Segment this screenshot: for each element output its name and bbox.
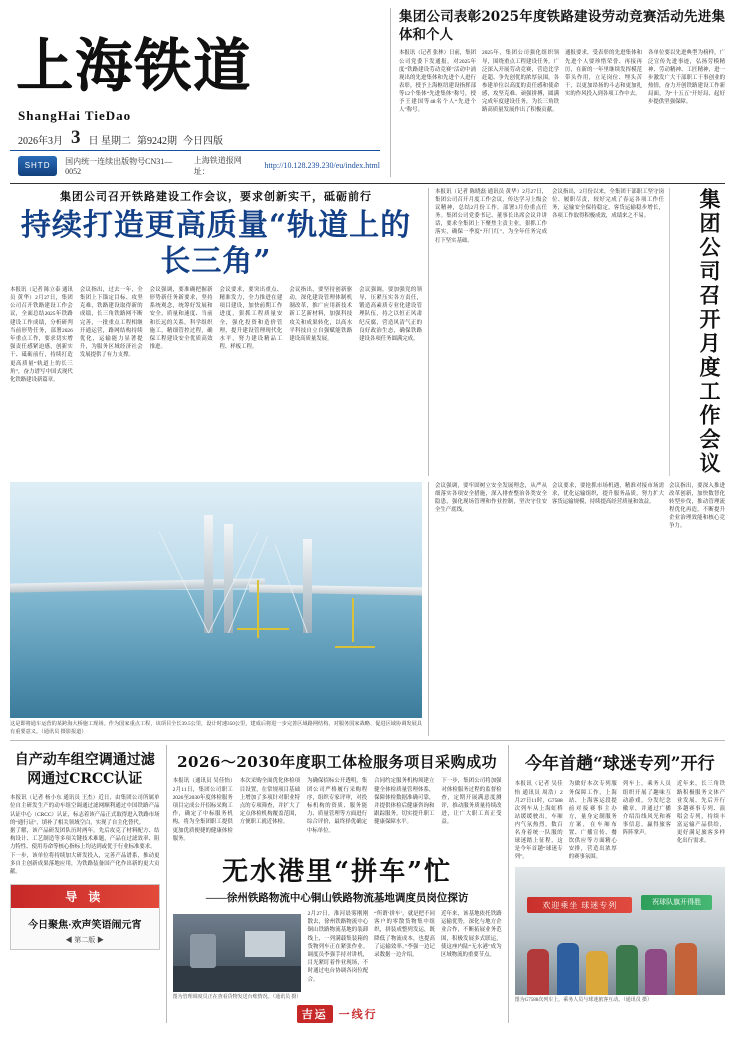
middle-photo-screen: [245, 931, 285, 957]
jiyun-badge: 吉运: [297, 1005, 333, 1023]
lead-col-3: 会议强调，要准确把握新形势新任务新要求，坚持系统观念，统筹好发展和安全、质量和速度、当前和长远的关系，科学组织施工，精细管控过程，确保工程建设安全优质高效推进。: [149, 286, 213, 351]
jiyun-footer: [173, 1005, 502, 1023]
dateline-day: 3: [71, 126, 81, 148]
registration-number: 国内统一连续出版物号CN31—0052: [65, 156, 173, 176]
rail-continuation: [428, 482, 725, 737]
photo-crane-jib: [237, 628, 289, 630]
photo-pylon-1: [204, 515, 213, 633]
middle-col-2: 本次采购全面优化体检项目设置，在常规项目基础上增加了多项针对职业特点的专项筛查，并扩大了定点体检机构覆盖范围，方便职工就近体检。: [239, 778, 300, 826]
newspaper-title: 上海铁道: [16, 32, 252, 99]
photo-sky: [10, 482, 422, 591]
right-rail-article: [428, 188, 725, 476]
dateline-issue: 第9242期: [137, 135, 177, 147]
bottom-left-article: [10, 745, 160, 1023]
lead-col-2: 会议指出，过去一年，全集团上下锚定目标、攻坚克难，铁路建设取得新的成绩，长三角铁路网不断完善，一批重点工程相继开通运营，路网结构持续优化，运输能力显著提升，为服务区域经济社会发展提供了有力支撑。: [79, 286, 143, 359]
bottom-section: [10, 745, 725, 1023]
middle-col-1: 本报讯（通讯员 吴佳怡）2月11日，集团公司职工2026至2030年度体检服务项目完成公开招标采购工作，确定了中标服务机构，将为全集团职工提供更加优质便捷的健康体检服务。: [172, 778, 233, 842]
website-url[interactable]: http://10.128.239.230/eu/index.html: [264, 161, 380, 171]
bottom-right-headline: 今年首趟“球迷专列”开行: [525, 754, 715, 775]
fan-train-photo: [515, 867, 725, 995]
rail-col-1: 本报讯（记者 陈晓磊 通讯员 黄华）2月27日，集团公司召开月度工作会议，传达学习上级会议精神，总结2月份工作，部署3月份重点任务。集团公司党委书记、董事长出席会议并讲话，要求全集团上下聚焦主责主业，狠抓工作落实，确保一季度“开门红”，为全年任务完成打下坚实基础。: [435, 188, 547, 244]
top-right-col-1: 本报讯（记者 张林）日前，集团公司党委下发通报，对2025年度“铁路建设劳动竞赛”活动中涌现出的先进集体和先进个人进行表彰，授予上海枢纽建设指挥部等12个集体“先进集体”称号，授予王建国等48名个人“先进个人”称号。: [399, 50, 476, 114]
rail-col-2: 会议指出，2月份以来，全集团干部职工坚守岗位、履职尽责，较好完成了春运各项工作任务，运输安全保持稳定，客货运输稳步增长，各项工作取得积极成效，成绩来之不易。: [552, 188, 664, 220]
lead-headline: 持续打造更高质量“轨道上的长三角”: [20, 207, 412, 279]
bottom-left-para-2: 据了解，该产品研发团队历时两年，先后攻克了材料配方、结构设计、工艺制造等多项关键技术难题，产品在过滤效率、阻力特性、使用寿命等核心指标上均达到或优于行业标准要求。: [10, 828, 160, 851]
top-right-article: [390, 8, 725, 177]
photo-person-4: [616, 945, 638, 995]
photo-sea: [10, 590, 422, 717]
jiyun-label: 一线行: [338, 1009, 378, 1022]
photo-pylon-2: [224, 524, 233, 633]
green-banner: 祝球队旗开得胜: [641, 895, 713, 910]
newspaper-pinyin: ShangHai TieDao: [18, 107, 132, 123]
daodu-header: 导 读: [11, 885, 159, 908]
main-photo-block: [10, 482, 422, 737]
lead-col-5: 会议指出，要坚持创新驱动，深化建设管理体制机制改革，推广应用新技术新工艺新材料，加强科技攻关和成果转化，以高水平科技自立自强赋能铁路建设高质量发展。: [289, 286, 353, 343]
bottom-right-article: [508, 745, 725, 1023]
middle-feature-headline: 无水港里“拼车”忙: [222, 857, 453, 888]
rail-col-4: 会议要求，要抢抓市场机遇，精准对接市场需求，优化运输组织，提升服务品质，努力扩大客货运输规模，持续提高经营质量和效益。: [552, 482, 664, 506]
top-right-col-3: 通报要求，受表彰的先进集体和先进个人要珍惜荣誉、再接再厉，在新的一年里继续发挥模范带头作用，立足岗位、埋头苦干，以更加昂扬的斗志和更加扎实的作风投入到各项工作中去。: [565, 50, 642, 97]
top-right-col-2: 2025年，集团公司强化组织领导，围绕重点工程建设任务，广泛深入开展劳动竞赛，营造比学赶超、争先创优的浓厚氛围，各参建单位以高度的责任感和使命感，攻坚克难、顽强拼搏，圆满完成年度建设任务，为长三角铁路高质量发展作出了积极贡献。: [482, 50, 559, 114]
photo-person-2: [557, 943, 579, 995]
daodu-page-ref[interactable]: ◀ 第二版 ▶: [65, 936, 105, 945]
divider-1: [166, 745, 167, 1023]
bottom-left-para-1: 本报讯（记者 杨小东 通讯员 王杰）近日，由集团公司所属单位自主研发生产的动车组空调通过滤网顺利通过中国铁路产品认证中心（CRCC）认证，标志着该产品正式取得进入铁路市场的“通行证”，填补了相关领域空白，实现了自主化替代。: [10, 795, 160, 826]
photo-person-6: [675, 943, 697, 995]
bottom-left-para-3: 下一步，该单位将持续加大研发投入，完善产品谱系，推动更多自主创新成果落地应用，为铁路装备国产化作出新的更大贡献。: [10, 852, 160, 876]
lead-col-6: 会议强调，要加强党的领导，压紧压实各方责任，锻造高素质专业化建设管理队伍，持之以恒正风肃纪反腐，营造风清气正的良好政治生态，确保铁路建设各项任务圆满完成。: [359, 286, 422, 343]
photo-person-1: [527, 949, 549, 995]
lead-article: [10, 188, 422, 476]
rail-col-5: 会议指出，要深入推进改革创新，加快数智化转型步伐，推动管理流程优化再造，不断提升企业治理效能和核心竞争力。: [669, 482, 725, 530]
masthead-divider: [10, 183, 725, 184]
masthead: [10, 8, 725, 177]
bottom-right-photo-caption: 图为G7588次列车上，乘务人员与球迷旅客互动。（通讯员 摄）: [514, 997, 652, 1003]
masthead-left: [10, 8, 380, 177]
bottom-left-headline: 自产动车组空调通过滤网通过CRCC认证: [14, 752, 155, 788]
photo-crane-mast-2: [352, 598, 354, 642]
bridge-photo: [10, 482, 422, 718]
dateline: [10, 128, 380, 151]
middle-body-col-2: “所谓‘拼车’，就是把不同客户的零散货物集中组织，拼装成整列发运，既降低了物流成本，也提高了运输效率。”李强一边记录数据一边介绍。: [374, 911, 435, 959]
middle-photo-caption: 图为管理调度员正在查看货物发送台账情况。（通讯员 摄）: [172, 995, 302, 1001]
bottom-right-col-4: 近年来，长三角铁路积极服务文体产业发展，先后开行多趟赛事专列、演唱会专列，持续丰富运输产品供给，更好满足旅客多样化出行需求。: [676, 781, 725, 845]
bottom-right-col-3: 列车上，乘务人员组织开展了趣味互动游戏，分发纪念徽章，并通过广播介绍沿线风光和赛事信息，赢得旅客阵阵掌声。: [622, 781, 671, 837]
rail-col-3: 会议强调，要牢固树立安全发展理念，从严从细落实各项安全措施，深入排查整治各类安全隐患，强化现场管理和作业控制，坚决守住安全生产底线。: [435, 482, 547, 514]
railway-logo-icon: SHTD: [18, 156, 57, 176]
photo-section: [10, 482, 725, 737]
masthead-subinfo: [10, 155, 380, 177]
rail-vertical-headline: 集团公司召开月度工作会议: [669, 188, 725, 476]
middle-body-col-1: 2月27日，淮河晨雾刚刚散去，徐州铁路物流中心铜山铁路物流基地的装卸线上，一列满载集装箱的货物列车正在紧张作业。调度员李强手持对讲机，目光紧盯着作业现场，不时通过电台协调各岗位配合。: [307, 911, 369, 983]
middle-photo: [173, 914, 301, 992]
bottom-right-col-2: 为做好本次专列服务保障工作，上海站、上海客运段提前对接赛事主办方，量身定制服务方案，在车厢布置、广播宣传、餐饮供应等方面精心安排，营造出浓厚的赛事氛围。: [568, 781, 617, 861]
middle-headline: 2026～2030年度职工体检服务项目采购成功: [177, 753, 498, 772]
photo-crane-jib-2: [335, 646, 375, 648]
mid-divider: [10, 740, 725, 741]
lead-kicker: 集团公司召开铁路建设工作会议，要求创新实干，砥砺前行: [60, 190, 372, 203]
middle-col-5: 下一步，集团公司将加强对体检服务过程的监督检查，定期开展满意度测评，推动服务质量持续改进，让广大职工真正受益。: [441, 778, 502, 826]
dateline-pages: 今日四版: [183, 135, 223, 147]
middle-photo-person: [190, 934, 216, 968]
lead-col-1: 本报讯（记者 陈立泰 通讯员 黄华）2月27日，集团公司召开铁路建设工作会议，全面总结2025年铁路建设工作成绩，分析研判当前形势任务，部署2026年重点工作，要求切实增强责任感紧迫感，创新实干、砥砺前行，持续打造更高质量“轨道上的长三角”，奋力谱写中国式现代化铁路建设新篇章。: [10, 286, 73, 384]
red-banner: 欢迎乘坐 球迷专列: [527, 897, 632, 913]
photo-person-3: [586, 951, 608, 995]
daodu-text[interactable]: 今日聚焦·欢声笑语闹元宵: [28, 920, 142, 932]
photo-pylon-3: [303, 539, 312, 633]
middle-photo-foreground: [173, 966, 301, 993]
top-right-headline: 集团公司表彰2025年度铁路建设劳动竞赛活动先进集体和个人: [399, 9, 725, 44]
middle-body-col-3: 近年来，该基地依托铁路运输优势，深化与地方企业合作，不断拓展业务范围，积极发展多式联运，使这座内陆“无水港”成为区域物流的重要节点。: [440, 911, 502, 959]
middle-col-4: 合同约定服务机构须建立健全体检质量管理体系，保障体检数据准确可靠，并提供体检后健康咨询和跟踪服务，切实提升职工健康保障水平。: [374, 778, 435, 826]
photo-person-5: [645, 949, 667, 995]
dateline-weekday: 日 星期二: [88, 135, 131, 147]
lead-section: [10, 188, 725, 476]
middle-col-3: 为确保招标公开透明，集团公司严格履行采购程序，组织专家评审，对投标机构的资质、服务能力、质量管理等方面进行综合评价，最终择优确定中标单位。: [306, 778, 368, 834]
bottom-right-col-1: 本报讯（记者 吴佳怡 通讯员 周浩）2月27日11时，G7588次列车从上海虹桥站缓缓驶出，车厢内气氛热烈，数百名身着统一队服的球迷踏上征程，这是今年首趟“球迷专列”。: [514, 781, 563, 861]
daodu-box[interactable]: [10, 884, 160, 950]
top-right-col-4: 各单位要以先进典型为榜样，广泛宣传先进事迹，弘扬劳模精神、劳动精神、工匠精神，进一步激发广大干部职工干事创业的热情，奋力开创铁路建设工作新局面，为“十五五”开好局、起好步提供坚强保障。: [648, 50, 725, 106]
photo-caption: 这是即将通车运营的某跨海大桥施工现场。作为国家重点工程，该项目全长39.5公里，设计时速350公里，建成后将进一步完善区域路网结构，对服务国家战略、促进区域协调发展具有重要意义。（通讯员 摄影报道）: [10, 720, 422, 735]
middle-bottom-article: [173, 745, 502, 1023]
dateline-year: 2026年3月: [18, 135, 63, 147]
website-label: 上海铁道报网址：: [193, 155, 242, 176]
middle-feature-subhead: ——徐州铁路物流中心铜山铁路物流基地调度员岗位探访: [205, 893, 469, 905]
lead-col-4: 会议要求，要突出重点、精准发力，全力推进在建项目建设，加快前期工作进度，狠抓工程质量安全，强化投资和造价管理，提升建设管理现代化水平，努力建设精品工程、样板工程。: [219, 286, 283, 351]
